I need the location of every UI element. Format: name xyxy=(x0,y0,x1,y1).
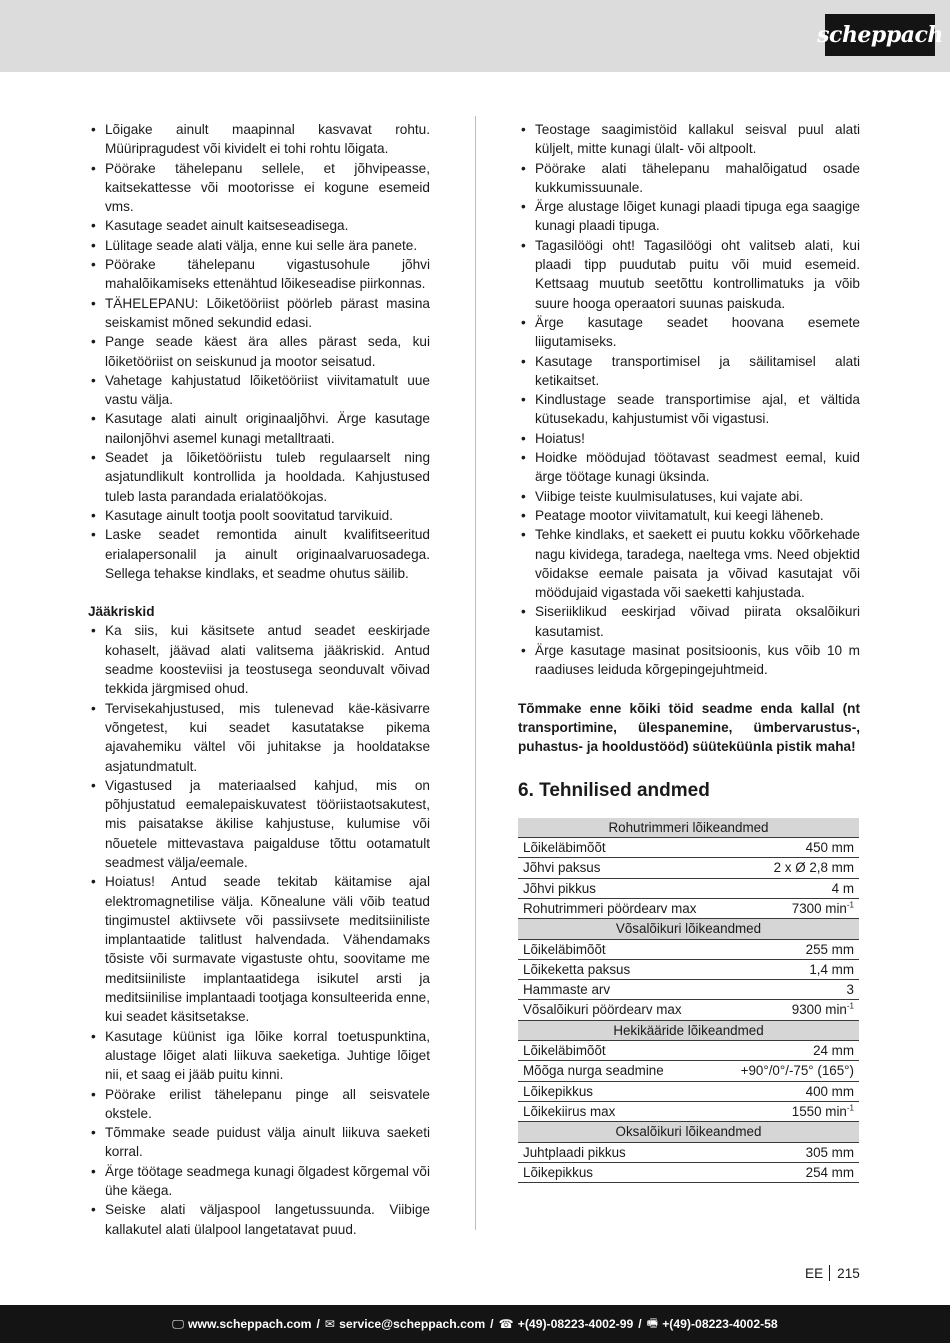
spec-label: Rohutrimmeri pöördearv max xyxy=(518,898,722,918)
list-item: • Lülitage seade alati välja, enne kui selle ära panete. xyxy=(88,236,430,255)
list-item: • Kasutage ainult tootja poolt soovitatud tarvikuid. xyxy=(88,506,430,525)
spec-group-title: Võsalõikuri lõikeandmed xyxy=(518,919,859,939)
page-number-divider xyxy=(829,1265,830,1281)
spec-label: Võsalõikuri pöördearv max xyxy=(518,1000,722,1020)
list-item: • Pöörake erilist tähelepanu pinge all seisvatele okstele. xyxy=(88,1085,430,1124)
table-row xyxy=(518,980,859,1000)
spec-label: Jõhvi pikkus xyxy=(518,878,722,898)
spec-value xyxy=(722,1061,859,1081)
list-item: • Ärge töötage seadmega kunagi õlgadest kõrgemal või ühe käega. xyxy=(88,1162,430,1201)
table-row xyxy=(518,858,859,878)
spec-label: Lõikepikkus xyxy=(518,1081,722,1101)
list-item: • Ärge kasutage masinat positsioonis, kus võib 10 m raadiuses leiduda kõrgepingejuhtmeid. xyxy=(518,641,860,680)
spec-group-header xyxy=(518,1122,859,1142)
spec-value xyxy=(722,858,859,878)
spec-group-title: Hekikääride lõikeandmed xyxy=(518,1020,859,1040)
list-item: • Ärge kasutage seadet hoovana esemete liigutamiseks. xyxy=(518,313,860,352)
list-item: • Hoiatus! xyxy=(518,429,860,448)
footer-separator: / xyxy=(638,1317,642,1331)
list-item: • Peatage mootor viivitamatult, kui keegi läheneb. xyxy=(518,506,860,525)
spark-plug-warning: Tõmmake enne kõiki töid seadme enda kallal (nt transportimine, ülespanemine, ümbervarustus-, puhastus- ja hooldustööd) süüteküünla pistik maha! xyxy=(518,700,860,755)
spec-value-exponent: -1 xyxy=(846,900,854,910)
technical-data-table xyxy=(518,818,859,1183)
table-row xyxy=(518,1000,859,1020)
spec-value-text: 400 mm xyxy=(805,1083,854,1099)
table-row xyxy=(518,1101,859,1121)
monitor-icon: 🖵 xyxy=(172,1316,185,1331)
section-title: 6. Tehnilised andmed xyxy=(518,779,710,801)
list-item: • Pöörake tähelepanu sellele, et jõhvipeasse, kaitsekattesse või mootorisse ei kogune esemeid vms. xyxy=(88,159,430,217)
spec-value-exponent: -1 xyxy=(846,1002,854,1011)
spec-group-header xyxy=(518,919,859,939)
spec-label: Lõikepikkus xyxy=(518,1162,722,1182)
list-item: • Laske seadet remontida ainult kvalifitseeritud erialapersonalil ja ainult originaalvaruosadega. Sellega tehakse kindlaks, et seadme ohutus säilib. xyxy=(88,525,430,583)
list-item: • Ärge alustage lõiget kunagi plaadi tipuga ega saagige kunagi plaadi tipuga. xyxy=(518,197,860,236)
spec-label: Hammaste arv xyxy=(518,980,722,1000)
spec-value-text: 254 mm xyxy=(805,1164,854,1180)
list-item: • Vahetage kahjustatud lõiketööriist viivitamatult uue vastu välja. xyxy=(88,371,430,410)
list-item: • Hoidke möödujad töötavast seadmest eemal, kuid ärge töötage kunagi üksinda. xyxy=(518,448,860,487)
spec-value xyxy=(722,1101,859,1121)
list-item: • Siseriiklikud eeskirjad võivad piirata oksalõikuri kasutamist. xyxy=(518,602,860,641)
spec-label: Jõhvi paksus xyxy=(518,858,722,878)
residual-risks-list xyxy=(88,621,430,1239)
spec-value-text: 255 mm xyxy=(805,941,854,957)
list-item: • TÄHELEPANU: Lõiketööriist pöörleb pärast masina seiskamist mõned sekundid edasi. xyxy=(88,294,430,333)
spec-value-text: 7300 min xyxy=(791,900,847,916)
spec-value-text: 4 m xyxy=(831,880,854,896)
spec-label: Lõikeläbimõõt xyxy=(518,838,722,858)
footer-email[interactable]: service@scheppach.com xyxy=(339,1317,486,1331)
list-item: • Hoiatus! Antud seade tekitab käitamise ajal elektromagnetilise välja. Kõnealune väli võib teatud tingimustel aktiivsete või passiivsete meditsiiniliste implantaatide talitlust halvendada. Vähendamaks tõsiste või surmavate vigastuste ohtu, soovitame me meditsiiniliste implantaatidega isikutel arsti ja meditsiinilise implantaadi tootjaga konsulteerida enne, kui seadet käsitsetakse. xyxy=(88,872,430,1026)
language-code: EE xyxy=(805,1265,824,1281)
spec-label: Mõõga nurga seadmine xyxy=(518,1061,722,1081)
list-item: • Kasutage alati ainult originaaljõhvi. Ärge kasutage nailonjõhvi asemel kunagi metalltraati. xyxy=(88,409,430,448)
list-item: • Tõmmake seade puidust välja ainult liikuva saeketi korral. xyxy=(88,1123,430,1162)
logo-text: scheppach xyxy=(817,22,943,48)
spec-value-text: 450 mm xyxy=(805,840,854,856)
spec-value-exponent: -1 xyxy=(846,1103,854,1113)
safety-bullet-list-continued xyxy=(518,120,860,680)
spec-value xyxy=(722,1041,859,1061)
spec-label: Lõikeläbimõõt xyxy=(518,939,722,959)
table-row xyxy=(518,1162,859,1182)
spec-value-text: +90°/0°/-75° (165°) xyxy=(740,1063,854,1079)
table-row xyxy=(518,1061,859,1081)
fax-icon: 🖷 xyxy=(646,1315,659,1330)
spec-value-text: 9300 min xyxy=(791,1002,847,1018)
spec-value xyxy=(722,980,859,1000)
spec-value xyxy=(722,939,859,959)
list-item: • Vigastused ja materiaalsed kahjud, mis on põhjustatud eemalepaiskuvatest tööriistaotsakutest, mis paisatakse äkilise kahjustuse, kulumise või nõuetele mittevastava paigalduse tõttu ootamatult seadmest välja/eemale. xyxy=(88,776,430,872)
list-item: • Ka siis, kui käsitsete antud seadet eeskirjade kohaselt, jäävad alati valitsema jääkriskid. Antud seadme koosteviisi ja teostusega seonduvalt võivad tekkida järgmised ohud. xyxy=(88,621,430,698)
safety-bullet-list xyxy=(88,120,430,583)
residual-risks-heading: Jääkriskid xyxy=(88,604,155,620)
list-item: • Kasutage transportimisel ja säilitamisel alati ketikaitset. xyxy=(518,352,860,391)
footer-phone: +(49)-08223-4002-99 xyxy=(517,1317,634,1331)
table-row xyxy=(518,898,859,918)
list-item: • Kasutage küünist iga lõike korral toetuspunktina, alustage lõiget alati liikuva saeketiga. Juhtige lõiget nii, et saag ei jääb puitu kinni. xyxy=(88,1027,430,1085)
page-number-value: 215 xyxy=(837,1265,860,1281)
scheppach-logo xyxy=(817,14,943,56)
table-row xyxy=(518,959,859,979)
spec-value xyxy=(722,1081,859,1101)
list-item: • Kindlustage seade transportimise ajal, et vältida kütusekadu, kahjustumist või vigastusi. xyxy=(518,390,860,429)
table-row xyxy=(518,838,859,858)
spec-value-text: 1,4 mm xyxy=(809,961,854,977)
spec-value-text: 1550 min xyxy=(791,1103,847,1119)
spec-value-text: 305 mm xyxy=(805,1144,854,1160)
footer-separator: / xyxy=(490,1317,494,1331)
spec-value xyxy=(722,959,859,979)
list-item: • Tervisekahjustused, mis tulenevad käe-käsivarre võngetest, kui seadet kasutatakse pikema ajavahemiku vältel või juhitakse ja hooldatakse asjatundmatult. xyxy=(88,699,430,776)
footer-website[interactable]: www.scheppach.com xyxy=(188,1317,312,1331)
footer-separator: / xyxy=(316,1317,320,1331)
right-column xyxy=(518,120,860,1183)
phone-icon: ☎ xyxy=(498,1317,514,1331)
spec-group-title: Oksalõikuri lõikeandmed xyxy=(518,1122,859,1142)
list-item: • Lõigake ainult maapinnal kasvavat rohtu. Müüripragudest või kividelt ei tohi rohtu lõigata. xyxy=(88,120,430,159)
column-divider xyxy=(475,116,476,1230)
spec-value xyxy=(722,898,859,918)
footer-fax: +(49)-08223-4002-58 xyxy=(662,1317,778,1331)
footer-contact-bar xyxy=(0,1305,950,1343)
list-item: • Pange seade käest ära alles pärast seda, kui lõiketööriist on seiskunud ja mootor seisatud. xyxy=(88,332,430,371)
spec-value xyxy=(722,1142,859,1162)
spec-value xyxy=(722,838,859,858)
list-item: • Tehke kindlaks, et saekett ei puutu kokku võõrkehade nagu kividega, taradega, naeltega vms. Need objektid võidakse eemale paisata ja võivad kasutajat või möödujaid vigastada või saeketti kahjustada. xyxy=(518,525,860,602)
list-item: • Kasutage seadet ainult kaitseseadisega. xyxy=(88,216,430,235)
table-row xyxy=(518,1142,859,1162)
table-row xyxy=(518,878,859,898)
spec-label: Lõikeläbimõõt xyxy=(518,1041,722,1061)
page-number xyxy=(805,1265,860,1281)
mail-icon: ✉ xyxy=(324,1317,336,1331)
list-item: • Viibige teiste kuulmisulatuses, kui vajate abi. xyxy=(518,487,860,506)
table-row xyxy=(518,939,859,959)
spec-value-text: 24 mm xyxy=(813,1043,854,1059)
spec-value xyxy=(722,1000,859,1020)
table-row xyxy=(518,1081,859,1101)
spec-label: Lõikekiirus max xyxy=(518,1101,722,1121)
spec-value xyxy=(722,1162,859,1182)
spec-group-header xyxy=(518,1020,859,1040)
list-item: • Seadet ja lõiketööriistu tuleb regulaarselt ning asjatundlikult kontrollida ja hooldada. Kahjustused tuleb lasta parandada erialatöökojas. xyxy=(88,448,430,506)
list-item: • Seiske alati väljaspool langetussuunda. Viibige kallakutel alati ülalpool langetatavat puud. xyxy=(88,1200,430,1239)
left-column xyxy=(88,120,430,1239)
list-item: • Teostage saagimistöid kallakul seisval puul alati küljelt, mitte kunagi ülalt- või altpoolt. xyxy=(518,120,860,159)
spec-group-header xyxy=(518,818,859,838)
spec-label: Lõikeketta paksus xyxy=(518,959,722,979)
list-item: • Pöörake tähelepanu vigastusohule jõhvi mahalõikamiseks ettenähtud lõikeseadise piirkonnas. xyxy=(88,255,430,294)
spec-value xyxy=(722,878,859,898)
spec-value-text: 2 x Ø 2,8 mm xyxy=(773,860,854,876)
list-item: • Tagasilöögi oht! Tagasilöögi oht valitseb alati, kui plaadi tipp puudutab puitu või muid esemeid. Kettsaag muutub seetõttu kontrollimatuks ja võib suure hooga operaatori suunas paiskuda. xyxy=(518,236,860,313)
spec-value-text: 3 xyxy=(846,982,854,998)
spec-group-title: Rohutrimmeri lõikeandmed xyxy=(518,818,859,838)
spec-label: Juhtplaadi pikkus xyxy=(518,1142,722,1162)
header-band xyxy=(0,0,950,72)
table-row xyxy=(518,1041,859,1061)
list-item: • Pöörake alati tähelepanu mahalõigatud osade kukkumissuunale. xyxy=(518,159,860,198)
